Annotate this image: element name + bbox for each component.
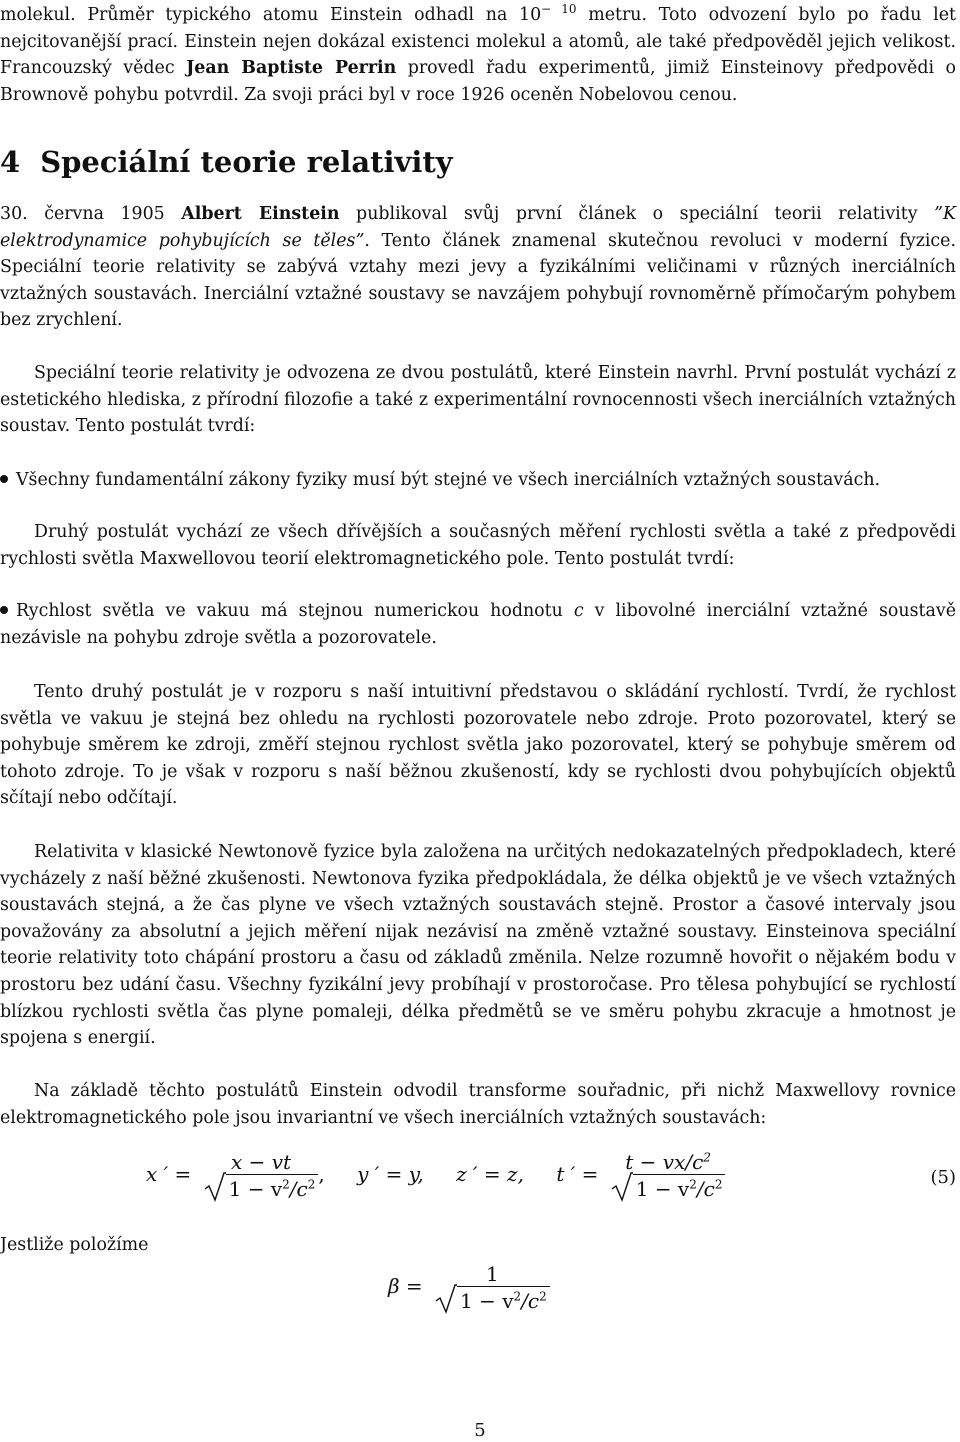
sqrt-denominator (204, 1174, 319, 1201)
text-run: metru. Toto odvození bylo po řadu let nejcitovanější prací. Einstein nejen dokázal existenci molekul a atomů, ale také předpověděl jejich velikost. Francouzský vědec (0, 5, 957, 79)
num-text: t − vx/c (625, 1150, 704, 1174)
bullet-text: Všechny fundamentální zákony fyziky musí být stejné ve všech inerciálních vztažných soustavách. (16, 470, 881, 490)
bullet-text: Rychlost světla ve vakuu má stejnou numerickou hodnotu (16, 601, 574, 621)
z-prime: z ′ = z, (456, 1162, 524, 1186)
paragraph-5: Relativita v klasické Newtonově fyzice byla založena na určitých nedokazatelných předpokladech, které vycházely z naší běžné zkušenosti. Newtonova fyzika předpokládala, že délka objektů je ve všech vztažných soustavách stejná, a že čas plyne ve všech vztažných soustavách stejně. Prostor a časové intervaly jsou považovány za absolutní a jejich měření nijak nezávisí na změně vztažné soustavy. Einsteinova speciální teorie relativity toto chápání prostoru a času od základů změnila. Nelze rozumně hovořit o nějakém bodu v prostoru bez udání času. Všechny fyzikální jevy probíhají v prostoročase. Pro tělesa pohybující se rychlostí blízkou rychlosti světla čas plyne pomaleji, délka předmětů se ve směru pohybu zkracuje a hmotnost je spojena s energií. (0, 842, 956, 1049)
intro-paragraph (0, 2, 956, 108)
beta-fraction (435, 1262, 550, 1313)
text-run: 30. června 1905 (0, 204, 182, 224)
den-text: /c (696, 1177, 715, 1201)
section-title: Speciální teorie relativity (40, 145, 453, 179)
paragraph-6: Na základě těchto postulátů Einstein odvodil transforme souřadnic, při nichž Maxwellovy rovnice elektromagnetického pole jsou invariantní ve všech inerciálních vztažných soustavách: (0, 1081, 956, 1128)
t-prime-lhs: t ′ = (556, 1162, 599, 1186)
exponent: 2 (282, 1177, 290, 1192)
text-run: publikoval svůj první článek o speciální teorii relativity (339, 204, 935, 224)
den-text: 1 − v (635, 1177, 690, 1201)
section-number: 4 (0, 145, 21, 179)
t-numerator (611, 1150, 726, 1174)
equation-number: (5) (930, 1167, 956, 1188)
paragraph-3: Druhý postulát vychází ze všech dřívějších a současných měření rychlosti světla a také z předpovědi rychlosti světla Maxwellovou teorií elektromagnetického pole. Tento postulát tvrdí: (0, 522, 956, 569)
jestlize-text: Jestliže položíme (0, 1235, 149, 1255)
exponent: 2 (714, 1177, 723, 1192)
x-fraction (204, 1150, 319, 1201)
beta-lhs: β = (388, 1274, 423, 1298)
exponent: 2 (689, 1177, 697, 1192)
bullet-postulate-2 (0, 598, 956, 651)
symbol-c: c (573, 601, 584, 621)
x-numerator: x − vt (230, 1150, 292, 1174)
article-title: ”K elektrodynamice pohybujících se těles” (0, 204, 956, 251)
exponent: − 10 (541, 2, 577, 17)
den-text: 1 − v (460, 1289, 514, 1313)
den-text: /c (289, 1177, 308, 1201)
t-fraction (611, 1150, 726, 1201)
beta-equation (388, 1262, 550, 1313)
sqrt-icon (611, 1172, 633, 1202)
paragraph-2: Speciální teorie relativity je odvozena ze dvou postulátů, které Einstein navrhl. První postulát vychází z estetického hlediska, z přírodní filozofie a také z experimentální rovnocennosti všech inerciálních vztažných soustav. Tento postulát tvrdí: (0, 363, 956, 437)
sqrt-icon (435, 1284, 457, 1314)
exponent: 2 (703, 1150, 711, 1165)
exponent: 2 (307, 1177, 316, 1192)
einstein-name: Albert Einstein (181, 204, 340, 224)
exponent: 2 (513, 1289, 522, 1304)
sqrt-denominator (435, 1286, 550, 1313)
den-text: 1 − v (228, 1177, 283, 1201)
y-prime: y ′ = y, (357, 1162, 424, 1186)
paragraph-4: Tento druhý postulát je v rozporu s naší intuitivní představou o skládání rychlostí. Tvrdí, že rychlost světla ve vakuu je stejná bez ohledu na rychlosti pozorovatele nebo zdroje. Proto pozorovatel, který se pohybuje směrem ke zdroji, změří stejnou rychlost světla jako pozorovatel, který se pohybuje směrem od tohoto zdroje. To je však v rozporu s naší běžnou zkušeností, kdy se rychlosti dvou pohybujících objektů sčítají nebo odčítají. (0, 682, 956, 809)
equation-5: x ′ = x − vt $1 - v^2/c^2$ , y ′ = y, z ′ = z, t ′ = $t - vx/c^2$ $1 - v^2/c^2$ (146, 1150, 725, 1201)
paragraph-1 (0, 201, 956, 334)
section-heading (0, 144, 453, 180)
den-text: /c (521, 1289, 540, 1313)
x-prime-lhs: x ′ = (146, 1162, 192, 1186)
bullet-postulate-1 (0, 467, 956, 494)
perrin-name: Jean Baptiste Perrin (186, 58, 397, 79)
text-run: . Tento článek znamenal skutečnou revoluci v moderní fyzice. Speciální teorie relativity se zabývá vztahy mezi jevy a fyzikálními veličinami v různých inerciálních vztažných soustavách. Inerciální vztažné soustavy se navzájem pohybují rovnoměrně přímočarým pohybem bez zrychlení. (0, 230, 956, 331)
bullet-text: v libovolné inerciální vztažné soustavě nezávisle na pohybu zdroje světla a pozorovatele. (0, 601, 956, 648)
page-number: 5 (474, 1420, 486, 1441)
sqrt-denominator (611, 1174, 726, 1201)
sqrt-icon (204, 1172, 226, 1202)
bullet-icon (0, 606, 8, 614)
exponent: 2 (539, 1289, 547, 1304)
text-run: provedl řadu experimentů, jimiž Einsteinovy předpovědi o Brownově pohybu potvrdil. Za svoji práci byl v roce 1926 oceněn Nobelovou cenou. (0, 58, 956, 105)
text-run: molekul. Průměr typického atomu Einstein odhadl na 10 (0, 5, 542, 25)
bullet-icon (0, 475, 8, 483)
beta-numerator: 1 (486, 1262, 499, 1286)
